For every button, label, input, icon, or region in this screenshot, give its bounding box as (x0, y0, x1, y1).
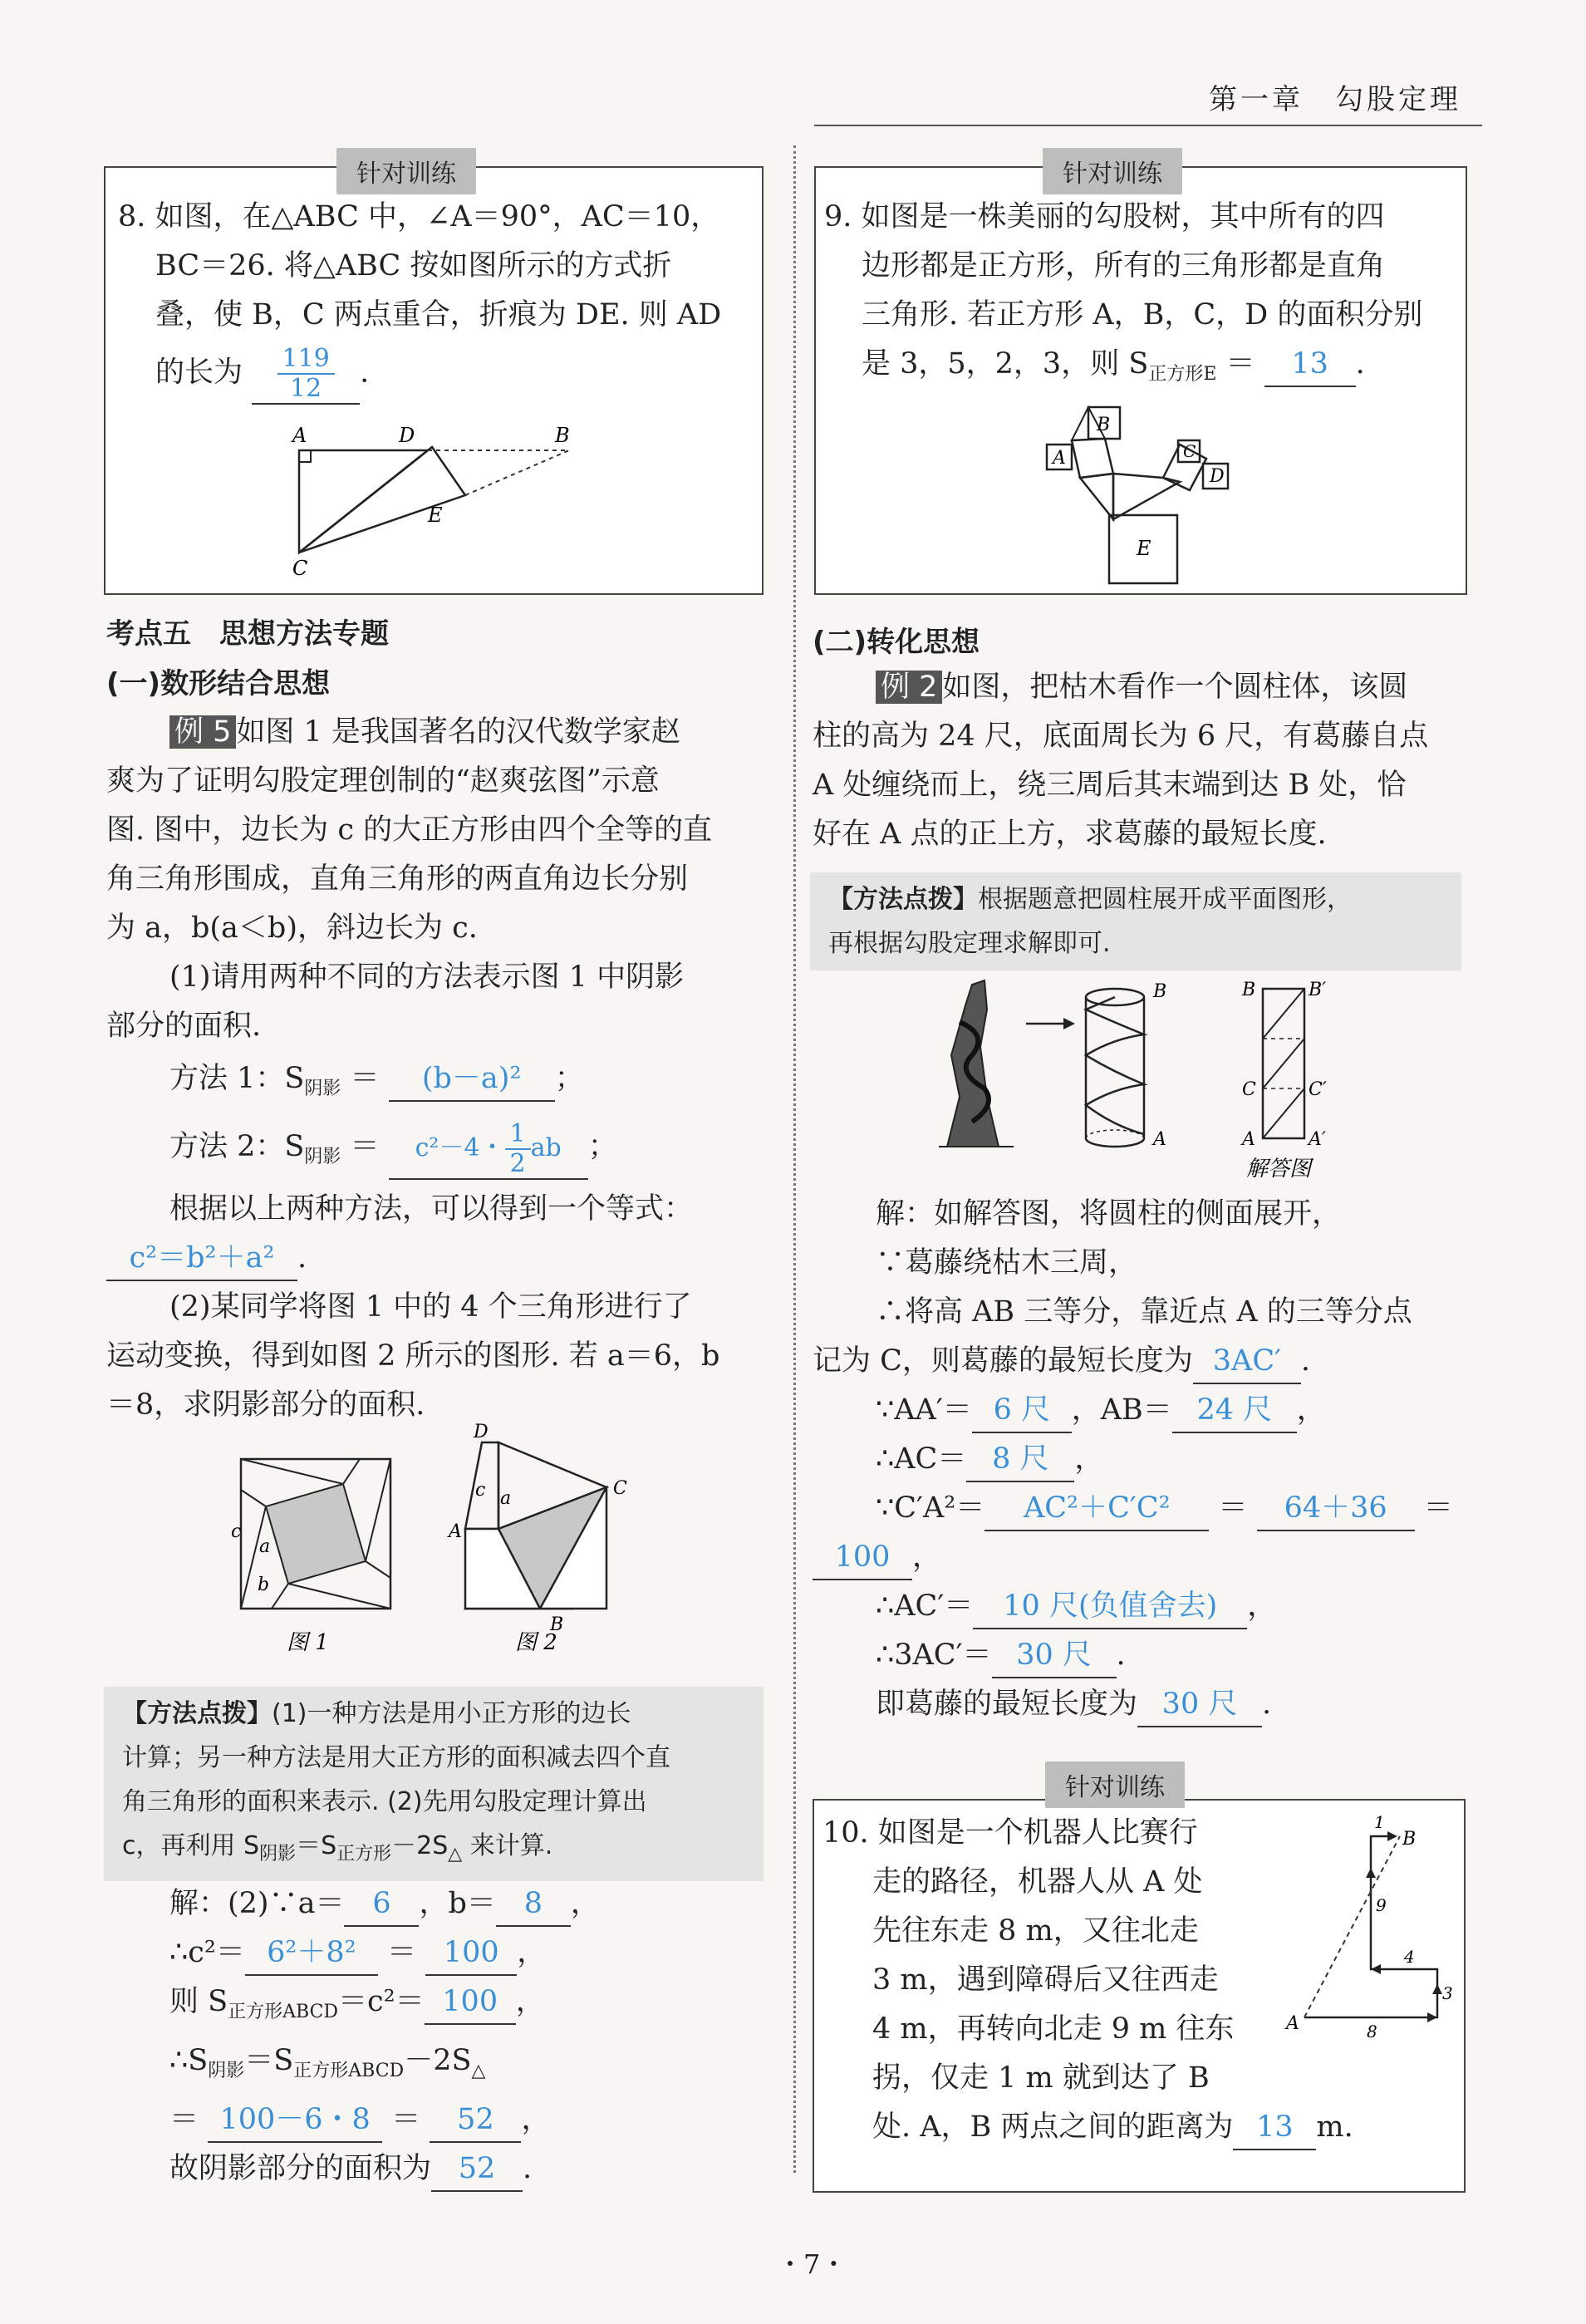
eq: ＝ (1423, 1491, 1453, 1525)
cyl-label-B: B (1153, 981, 1167, 1002)
q9-label-A: A (1053, 448, 1066, 469)
dot: . (523, 2152, 533, 2185)
subscript: 正方形 (336, 1844, 392, 1865)
example-2 (813, 663, 1469, 859)
cyl-bottom (1086, 1138, 1144, 1147)
sol2-line: ∵C′A²＝ (876, 1491, 985, 1525)
method-1-label: 方法 1：S (169, 1062, 305, 1095)
sol5-text: ＝S (244, 2044, 294, 2077)
comma: ， (570, 1887, 600, 1920)
sol5-text: －2S (404, 2044, 472, 2077)
q10-answer: 13 (1233, 2105, 1316, 2150)
q9-line: 边形都是正方形，所有的三角形都是直角 (862, 249, 1386, 283)
dot: . (1262, 1688, 1272, 1721)
subscript: 正方形ABCD (228, 2002, 339, 2022)
subscript: 阴影 (304, 1147, 341, 1167)
example-2-label: 例 2 (876, 671, 942, 704)
subscript: △ (471, 2061, 486, 2081)
fig2-label-C: C (613, 1478, 627, 1499)
section-title-kd5: 考点五 思想方法专题 (106, 617, 389, 651)
method-tip-5 (104, 1687, 764, 1881)
sol2-answer-9: 30 尺 (992, 1634, 1117, 1678)
q8-right-angle (299, 450, 311, 462)
comma: ， (912, 1540, 942, 1574)
q10-label-8: 8 (1367, 2022, 1377, 2041)
fig1-label-c: c (231, 1521, 242, 1542)
cyl-helix (1086, 997, 1144, 1134)
solution-2 (813, 1190, 1469, 1729)
q10-line: 4 m，再转向北走 9 m 往东 (872, 2012, 1235, 2046)
q8-figure (282, 415, 598, 582)
robot-path (1304, 1836, 1437, 2017)
q9-figure (1030, 399, 1263, 590)
column-divider (793, 145, 796, 2173)
subscript: 阴影 (208, 2061, 245, 2081)
subscript: △ (448, 1844, 463, 1865)
example-5-label: 例 5 (169, 715, 236, 749)
ex5-q1: (1)请用两种不同的方法表示图 1 中阴影 (169, 961, 685, 994)
q8-answer-numerator: 119 (277, 345, 335, 375)
example-5 (106, 708, 763, 1430)
sol5-final-answer: 52 (431, 2147, 523, 2192)
q9-label-E: E (1137, 537, 1151, 560)
tip-line: 根据题意把圆柱展开成平面图形， (978, 885, 1352, 914)
m2-part-a: c²－4・ (415, 1133, 505, 1162)
q9-line: 9. 如图是一株美丽的勾股树，其中所有的四 (824, 200, 1385, 233)
sol2-answer-10: 30 尺 (1137, 1683, 1262, 1727)
dot: . (1300, 1344, 1311, 1378)
equation-answer: c²＝b²＋a² (106, 1236, 297, 1281)
m2-frac-den: 2 (509, 1149, 526, 1178)
q9-subscript: 正方形E (1148, 364, 1217, 385)
fig1-label-a: a (259, 1536, 271, 1557)
q10-label-B: B (1402, 1829, 1417, 1850)
ex5-q1c: 根据以上两种方法，可以得到一个等式： (169, 1192, 694, 1226)
net-caption: 解答图 (1246, 1157, 1312, 1182)
ex5-line: 为 a，b(a＜b)，斜边长为 c. (106, 911, 478, 945)
sol2-line: ∴将高 AB 三等分，靠近点 A 的三等分点 (876, 1295, 1412, 1329)
dot: . (1116, 1639, 1126, 1672)
chapter-header (1209, 76, 1461, 117)
fig1-shaded-square (266, 1484, 366, 1584)
q9-label-C: C (1183, 441, 1196, 461)
tip-line: 计算；另一种方法是用大正方形的面积减去四个直 (122, 1743, 670, 1772)
comma: ， (1296, 1393, 1326, 1427)
net-label-A: A (1242, 1129, 1255, 1150)
semicolon: ； (587, 1130, 617, 1163)
q10-line: 10. 如图是一个机器人比赛行 (822, 1816, 1198, 1850)
q10-label-9: 9 (1376, 1895, 1387, 1915)
q8-line: BC＝26. 将△ABC 按如图所示的方式折 (155, 249, 672, 283)
fig1-caption: 图 1 (287, 1630, 329, 1653)
method-2-answer (389, 1120, 588, 1180)
ex2-line: A 处缠绕而上，绕三周后其末端到达 B 处，恰 (813, 769, 1407, 802)
tip-line: 再根据勾股定理求解即可. (828, 929, 1111, 958)
semicolon: ； (554, 1062, 584, 1095)
sol5-answer-e2: 52 (430, 2098, 521, 2143)
net-diag-3 (1263, 1088, 1304, 1138)
ex5-line: 图. 图中，边长为 c 的大正方形由四个全等的直 (106, 813, 713, 847)
q9-eq: ＝ (1225, 347, 1255, 381)
tip-line: c，再利用 S (122, 1831, 260, 1860)
q10-figure (1271, 1811, 1462, 2044)
fig2-label-a: a (500, 1488, 512, 1509)
q8-label-E: E (428, 504, 443, 527)
chapter-label: 第一章 (1209, 83, 1304, 116)
comma: ， (1074, 1442, 1104, 1476)
comma: ， (517, 1936, 547, 1969)
tip-head: 【方法点拨】 (828, 885, 978, 914)
header-rule (814, 125, 1482, 126)
q10-line: 先往东走 8 m，又往北走 (872, 1914, 1199, 1948)
comma: ， (521, 2103, 551, 2136)
q8-label-D: D (399, 424, 415, 447)
square-left-mid (1072, 439, 1113, 478)
sol2-line: ∵葛藤绕枯木三周， (876, 1246, 1138, 1280)
net-label-B: B (1242, 980, 1256, 1000)
ex5-line: 爽为了证明勾股定理创制的“赵爽弦图”示意 (106, 764, 660, 798)
sol5-text: ，b＝ (419, 1887, 496, 1920)
question-9 (824, 193, 1464, 399)
sol5-answer-e1: 100－6・8 (208, 2098, 382, 2143)
q9-tail: . (1355, 347, 1365, 381)
arrow-end-icon (1387, 1831, 1397, 1841)
q10-line: 拐，仅走 1 m 就到达了 B (872, 2061, 1210, 2095)
q10-dash-AB (1304, 1836, 1400, 2017)
tip-line: (1)一种方法是用小正方形的边长 (272, 1699, 631, 1728)
sol2-answer-2: 6 尺 (972, 1388, 1072, 1433)
sol5-answer-c2a: 6²＋8² (245, 1931, 378, 1976)
ex2-line: 柱的高为 24 尺，底面周长为 6 尺，有葛藤自点 (813, 720, 1429, 753)
practice-tag: 针对训练 (1045, 1761, 1185, 1808)
fig2-label-B: B (550, 1614, 564, 1635)
sol2-line: ∵AA′＝ (876, 1393, 972, 1427)
q10-label-4: 4 (1404, 1947, 1415, 1967)
m2-part-b: ab (530, 1133, 562, 1162)
q8-line: 的长为 (155, 356, 243, 390)
method-2-label: 方法 2：S (169, 1130, 305, 1163)
sol5-answer-sq: 100 (425, 1980, 516, 2025)
eq: ＝ (387, 1936, 417, 1969)
tip-line: －2S (391, 1831, 449, 1860)
q8-tail: . (360, 356, 370, 390)
fig2-caption: 图 2 (515, 1630, 557, 1653)
solution-5 (169, 1879, 751, 2194)
net-diag-1 (1263, 989, 1304, 1039)
fig1-tri-2 (366, 1459, 390, 1578)
q8-dash-1 (465, 450, 569, 495)
question-8 (118, 193, 758, 405)
ex5-q2: 运动变换，得到如图 2 所示的图形. 若 a＝6，b (106, 1339, 720, 1373)
practice-tag: 针对训练 (1043, 148, 1182, 194)
eq: ＝ (350, 1130, 380, 1163)
sol5-text: ∴S (169, 2044, 209, 2077)
chapter-title: 勾股定理 (1335, 83, 1461, 116)
tip-line: 角三角形的面积来表示. (2)先用勾股定理计算出 (122, 1787, 647, 1816)
net-label-A2: A′ (1309, 1129, 1326, 1150)
fig1-tri-3 (272, 1584, 390, 1609)
sol2-answer-5: AC²＋C′C² (984, 1486, 1209, 1531)
comma: ， (515, 1985, 545, 2018)
ex5-line: 如图 1 是我国著名的汉代数学家赵 (236, 715, 680, 749)
arrow-north-icon (1432, 1984, 1442, 1994)
ex5-q2: (2)某同学将图 1 中的 4 个三角形进行了 (169, 1290, 692, 1324)
sol5-answer-b: 8 (496, 1882, 571, 1927)
sol2-line: ∴AC′＝ (876, 1589, 974, 1623)
comma: ， (1247, 1589, 1277, 1623)
q10-line: 处. A，B 两点之间的距离为 (872, 2110, 1234, 2144)
sol2-line: ，AB＝ (1071, 1393, 1172, 1427)
square-slant (1080, 474, 1113, 519)
eq: ＝ (391, 2103, 421, 2136)
method-1-answer: (b－a)² (389, 1057, 555, 1102)
method-tip-2 (810, 872, 1461, 970)
subsection-title-2: (二)转化思想 (813, 626, 980, 659)
fig2-label-c: c (475, 1480, 486, 1501)
q8-label-B: B (555, 424, 570, 447)
q8-line: 叠，使 B，C 两点重合，折痕为 DE. 则 AD (155, 298, 722, 332)
sol2-answer-1: 3AC′ (1193, 1339, 1301, 1384)
q9-label-D: D (1210, 466, 1225, 487)
cylinder-figure (922, 972, 1371, 1188)
arrow-west-icon (1371, 1964, 1381, 1974)
sol2-line: ∴3AC′＝ (876, 1639, 992, 1672)
sol5-text: ＝ (169, 2103, 199, 2136)
sol5-text: ∴c²＝ (169, 1936, 245, 1969)
sol5-text: ＝c²＝ (338, 1985, 425, 2018)
sol5-answer-c2b: 100 (425, 1931, 517, 1976)
ex2-line: 如图，把枯木看作一个圆柱体，该圆 (942, 671, 1408, 704)
sol2-answer-8: 10 尺(负值舍去) (973, 1585, 1247, 1629)
m2-frac-num: 1 (505, 1120, 531, 1150)
q10-line: 走的路径，机器人从 A 处 (872, 1865, 1203, 1899)
q8-answer-blank (252, 345, 360, 405)
tip-line: 来计算. (462, 1831, 553, 1860)
q8-answer-denominator: 12 (290, 374, 322, 403)
q10-unit: m. (1316, 2110, 1353, 2144)
sol2-line: 解：如解答图，将圆柱的侧面展开， (876, 1197, 1342, 1231)
net-diag-2 (1263, 1039, 1304, 1088)
q9-label-B: B (1097, 415, 1111, 435)
sol2-answer-6: 64＋36 (1257, 1486, 1415, 1531)
sol2-line: 即葛藤的最短长度为 (876, 1688, 1138, 1721)
tip-head: 【方法点拨】 (122, 1699, 272, 1728)
sol2-answer-3: 24 尺 (1172, 1388, 1297, 1433)
q10-line: 3 m，遇到障碍后又往西走 (872, 1963, 1219, 1997)
ex5-line: 角三角形围成，直角三角形的两直角边长分别 (106, 862, 689, 896)
sol5-text: 解：(2)∵a＝ (169, 1887, 345, 1920)
question-10 (822, 1809, 1353, 2152)
q9-answer: 13 (1264, 342, 1356, 387)
ex2-line: 好在 A 点的正上方，求葛藤的最短长度. (813, 818, 1327, 851)
net-label-C: C (1242, 1079, 1256, 1100)
sol2-line: ∴AC＝ (876, 1442, 967, 1476)
practice-tag: 针对训练 (336, 148, 476, 194)
sol5-answer-a: 6 (344, 1882, 419, 1927)
q10-label-1: 1 (1374, 1812, 1385, 1832)
page-number: ・7・ (777, 2248, 847, 2280)
fig2-label-D: D (474, 1422, 489, 1442)
sol5-text: 则 S (169, 1985, 228, 2018)
q8-label-A: A (292, 424, 307, 447)
q8-label-C: C (292, 557, 308, 580)
arrow-north2-icon (1366, 1868, 1376, 1878)
cyl-label-A: A (1153, 1129, 1166, 1150)
q8-folded-part (299, 447, 465, 553)
subscript: 阴影 (259, 1844, 297, 1865)
arrow-east-icon (1427, 2012, 1437, 2022)
sol2-answer-7: 100 (813, 1535, 912, 1580)
q9-line: 三角形. 若正方形 A，B，C，D 的面积分别 (862, 298, 1423, 332)
ex5-q2: ＝8，求阴影部分的面积. (106, 1388, 425, 1422)
ex5-q1: 部分的面积. (106, 1010, 262, 1043)
subscript: 阴影 (304, 1078, 341, 1099)
sol5-text: 故阴影部分的面积为 (169, 2152, 432, 2185)
q8-line: 8. 如图，在△ABC 中，∠A＝90°，AC＝10， (118, 200, 720, 233)
sol2-answer-4: 8 尺 (966, 1437, 1074, 1482)
figures-1-2 (224, 1413, 656, 1653)
dot: . (297, 1241, 307, 1275)
fig1-tri-1 (241, 1459, 360, 1484)
q10-label-3: 3 (1442, 1983, 1453, 2003)
net-label-B2: B′ (1309, 980, 1327, 1000)
subscript: 正方形ABCD (293, 2061, 405, 2081)
fig2-label-A: A (449, 1521, 462, 1542)
net-label-C2: C′ (1309, 1079, 1327, 1100)
q10-label-A: A (1286, 2013, 1299, 2034)
sol2-line: 记为 C，则葛藤的最短长度为 (813, 1344, 1193, 1378)
eq: ＝ (1218, 1491, 1248, 1525)
eq: ＝ (350, 1062, 380, 1095)
tip-line: ＝S (296, 1831, 337, 1860)
q9-line: 是 3，5，2，3，则 S (862, 347, 1149, 381)
arrow-right-icon (1063, 1018, 1075, 1029)
subsection-title-1: (一)数形结合思想 (106, 667, 331, 700)
fig1-label-b: b (258, 1575, 270, 1595)
